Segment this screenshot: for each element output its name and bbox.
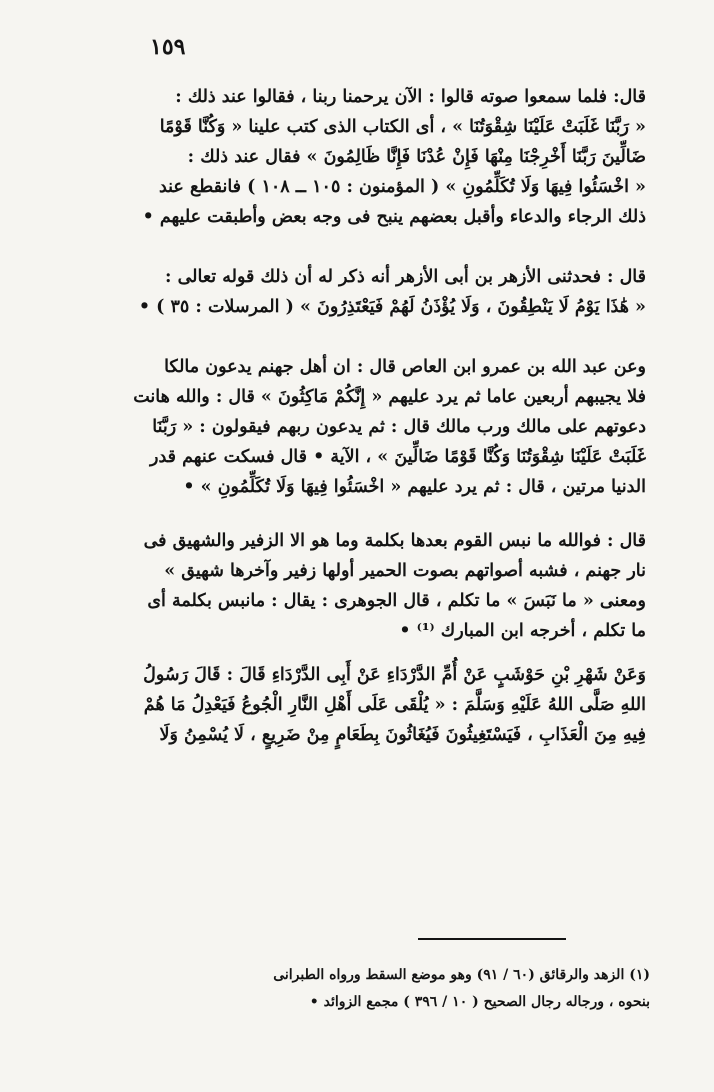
text-line: وَعَنْ شَهْرِ بْنِ حَوْشَبٍ عَنْ أُمِّ الدَّرْدَاءِ عَنْ أَبِى الدَّرْدَاءِ قَالَ : قَالَ رَسُولُ <box>143 665 646 685</box>
text-line: دعوتهم على مالك ورب مالك قال : ثم يدعون ربهم فيقولون : « رَبَّنَا <box>152 417 646 437</box>
text-line: قال : فحدثنى الأزهر بن أبى الأزهر أنه ذكر له أن ذلك قوله تعالى : <box>165 267 646 287</box>
text-line: نار جهنم ، فشبه أصواتهم بصوت الحمير أولها زفير وآخرها شهيق » <box>164 561 646 581</box>
footnote-divider <box>418 938 566 940</box>
paragraph-5 <box>66 660 646 750</box>
footnote-line: (١) الزهد والرقائق (٦٠ / ٩١) وهو موضع السقط ورواه الطبرانى <box>273 967 650 983</box>
text-line: « اخْسَئُوا فِيهَا وَلَا تُكَلِّمُونِ » ( المؤمنون : ١٠٥ ــ ١٠٨ ) فانقطع عند <box>158 177 646 197</box>
paragraph-gap <box>66 502 646 526</box>
text-line: فِيهِ مِنَ الْعَذَابِ ، فَيَسْتَغِيثُونَ فَيُغَاثُونَ بِطَعَامٍ مِنْ ضَرِيعٍ ، لَا يُسْمِنُ وَلَا <box>159 725 646 745</box>
text-line: الدنيا مرتين ، قال : ثم يرد عليهم « اخْسَئُوا فِيهَا وَلَا تُكَلِّمُونِ » • <box>183 477 646 497</box>
paragraph-3 <box>66 352 646 502</box>
main-text <box>66 82 646 750</box>
text-line: « رَبَّنَا غَلَبَتْ عَلَيْنَا شِقْوَتُنَا » ، أى الكتاب الذى كتب علينا « وَكُنَّا قَوْمًا <box>159 117 646 137</box>
text-line: وعن عبد الله بن عمرو ابن العاص قال : ان أهل جهنم يدعون مالكا <box>164 357 646 377</box>
text-line: غَلَبَتْ عَلَيْنَا شِقْوَتُنَا وَكُنَّا قَوْمًا ضَالِّينَ » ، الآية • قال فسكت عنهم قدر <box>150 447 646 467</box>
footnotes <box>100 962 650 1016</box>
text-line: اللهِ صَلَّى اللهُ عَلَيْهِ وَسَلَّمَ : « يُلْقَى عَلَى أَهْلِ النَّارِ الْجُوعُ فَيَعْدِلُ مَا هُمْ <box>143 695 646 715</box>
text-line: ضَالِّينَ رَبَّنَا أَخْرِجْنَا مِنْهَا فَإِنْ عُدْنَا فَإِنَّا ظَالِمُونَ » فقال عند ذلك : <box>187 147 646 167</box>
text-line: ما تكلم ، أخرجه ابن المبارك ⁽¹⁾ • <box>399 621 646 641</box>
footnote-line: بنحوه ، ورجاله رجال الصحيح ( ١٠ / ٣٩٦ ) مجمع الزوائد • <box>309 994 650 1010</box>
paragraph-2 <box>66 262 646 322</box>
text-line: ومعنى « ما نَبَسَ » ما تكلم ، قال الجوهرى : يقال : مانبس بكلمة أى <box>147 591 646 611</box>
text-line: « هَٰذَا يَوْمُ لَا يَنْطِقُونَ ، وَلَا يُؤْذَنُ لَهُمْ فَيَعْتَذِرُونَ » ( المرسلات : ٣٥ ) • <box>138 297 646 317</box>
text-line: قال : فوالله ما نبس القوم بعدها بكلمة وما هو الا الزفير والشهيق فى <box>143 531 646 551</box>
text-line: قال: فلما سمعوا صوته قالوا : الآن يرحمنا ربنا ، فقالوا عند ذلك : <box>175 87 646 107</box>
paragraph-1 <box>66 82 646 232</box>
paragraph-4 <box>66 526 646 646</box>
paragraph-gap <box>66 646 646 660</box>
page-number: ١٥٩ <box>150 34 186 60</box>
paragraph-gap <box>66 322 646 352</box>
text-line: فلا يجيبهم أربعين عاما ثم يرد عليهم « إِنَّكُمْ مَاكِثُونَ » قال : والله هانت <box>133 387 646 407</box>
text-line: ذلك الرجاء والدعاء وأقبل بعضهم ينبح فى وجه بعض وأطبقت عليهم • <box>142 207 646 227</box>
paragraph-gap <box>66 232 646 262</box>
